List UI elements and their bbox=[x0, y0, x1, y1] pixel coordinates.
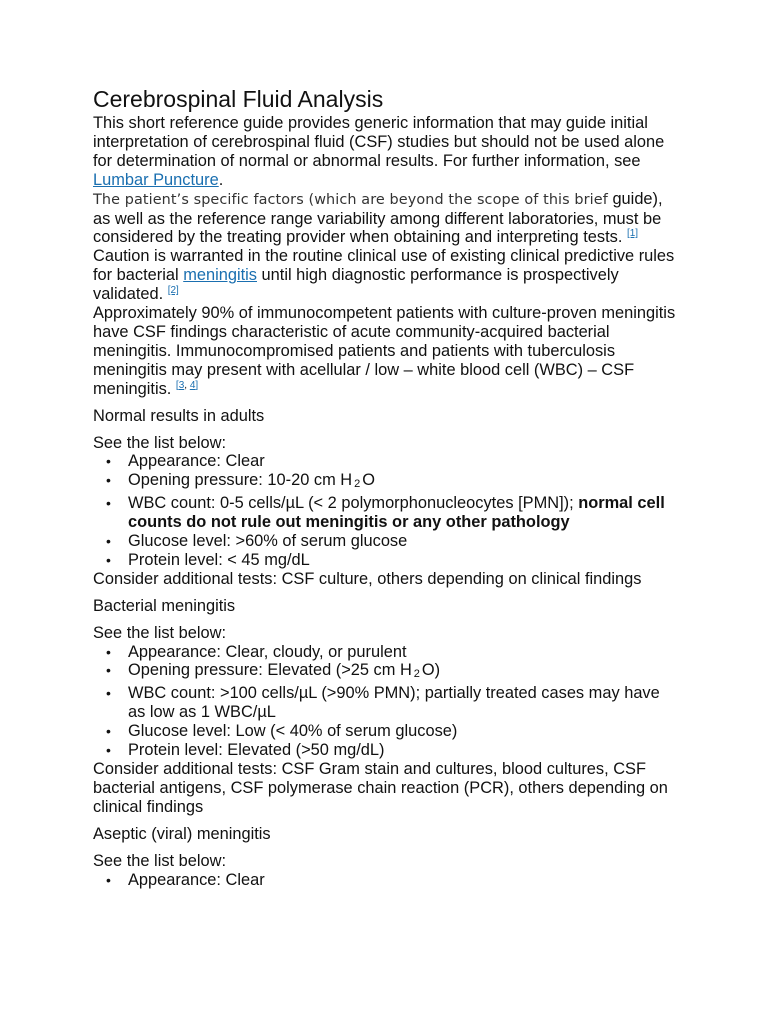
list-item-text: O bbox=[362, 471, 375, 490]
list-item: • Protein level: < 45 mg/dL bbox=[128, 551, 678, 570]
intro-paragraph-1-text: This short reference guide provides generic information that may guide initial interpretation of cerebrospinal fluid (CSF) studies but should not be used alone for determination of normal or abnormal results. For further information, see bbox=[93, 114, 665, 170]
see-list-aseptic: See the list below: bbox=[93, 851, 227, 870]
list-item bbox=[128, 471, 678, 494]
reference-bracket-open[interactable]: [ bbox=[175, 379, 179, 391]
normal-results-list bbox=[93, 452, 678, 569]
intro-paragraph-3-end: until high diagnostic performance is prospectively validated. bbox=[93, 266, 619, 304]
intro-paragraph-4 bbox=[93, 304, 678, 399]
section-heading-aseptic: Aseptic (viral) meningitis bbox=[93, 824, 271, 843]
list-item-text: Opening pressure: Elevated (>25 cm H bbox=[128, 661, 412, 680]
reference-4-link[interactable]: 4 bbox=[189, 379, 196, 391]
list-item: • Protein level: Elevated (>50 mg/dL) bbox=[128, 741, 678, 760]
intro-paragraph-3-text: Caution is warranted in the routine clinical use of existing clinical predictive rules for bacterial bbox=[93, 247, 675, 285]
document-content bbox=[93, 86, 678, 889]
reference-separator: , bbox=[184, 379, 190, 391]
list-item bbox=[128, 494, 678, 532]
subscript: 2 bbox=[354, 478, 361, 491]
list-item: • Appearance: Clear bbox=[128, 452, 678, 471]
bold-note: normal cell counts do not rule out meningitis or any other pathology bbox=[128, 494, 665, 532]
lumbar-puncture-link[interactable]: Lumbar Puncture bbox=[93, 170, 219, 189]
intro-paragraph-2-text: guide), as well as the reference range variability among different laboratories, must be considered by the treating provider when obtaining and interpreting tests. bbox=[93, 189, 663, 247]
intro-paragraph-2 bbox=[93, 190, 678, 248]
section-heading-bacterial: Bacterial meningitis bbox=[93, 596, 236, 615]
consider-tests-bacterial: Consider additional tests: CSF Gram stain and cultures, blood cultures, CSF bacterial antigens, CSF polymerase chain reaction (PCR), others depending on clinical findings bbox=[93, 760, 668, 816]
intro-paragraph-1 bbox=[93, 114, 678, 190]
list-item: • Appearance: Clear bbox=[128, 871, 678, 890]
reference-1-link[interactable]: [1] bbox=[626, 228, 639, 240]
reference-2-link[interactable]: [2] bbox=[167, 285, 179, 297]
page-title: Cerebrospinal Fluid Analysis bbox=[93, 86, 384, 112]
intro-paragraph-2-lead: The patient’s specific factors (which are beyond the scope of this brief bbox=[93, 191, 608, 208]
section-heading-normal: Normal results in adults bbox=[93, 406, 265, 425]
subscript: 2 bbox=[413, 668, 420, 681]
reference-bracket-close[interactable]: ] bbox=[195, 379, 199, 391]
intro-paragraph-4-text: Approximately 90% of immunocompetent patients with culture-proven meningitis have CSF findings characteristic of acute community-acquired bacterial meningitis. Immunocompromised patients and patients with tuberculosis meningitis may present with acellular / low – white blood cell (WBC) – CSF meningitis. bbox=[93, 304, 676, 398]
see-list-bacterial: See the list below: bbox=[93, 623, 227, 642]
list-item: • Glucose level: Low (< 40% of serum glucose) bbox=[128, 722, 678, 741]
consider-tests-normal: Consider additional tests: CSF culture, others depending on clinical findings bbox=[93, 569, 642, 588]
list-item: • Appearance: Clear, cloudy, or purulent bbox=[128, 643, 678, 662]
list-item bbox=[128, 661, 678, 684]
aseptic-meningitis-list bbox=[93, 871, 678, 890]
list-item-text: Opening pressure: 10-20 cm H bbox=[128, 471, 353, 490]
list-item: • Glucose level: >60% of serum glucose bbox=[128, 532, 678, 551]
list-item-text: O) bbox=[421, 661, 441, 680]
meningitis-link[interactable]: meningitis bbox=[183, 266, 257, 285]
list-item-text: WBC count: 0-5 cells/µL (< 2 polymorphonucleocytes [PMN]); bbox=[128, 494, 579, 513]
intro-paragraph-3 bbox=[93, 247, 678, 304]
bacterial-meningitis-list bbox=[93, 643, 678, 760]
intro-paragraph-1-end: . bbox=[218, 170, 224, 189]
see-list-normal: See the list below: bbox=[93, 433, 227, 452]
list-item: • WBC count: >100 cells/µL (>90% PMN); partially treated cases may have as low as 1 WBC/µL bbox=[128, 684, 678, 722]
reference-3-link[interactable]: 3 bbox=[178, 379, 185, 391]
